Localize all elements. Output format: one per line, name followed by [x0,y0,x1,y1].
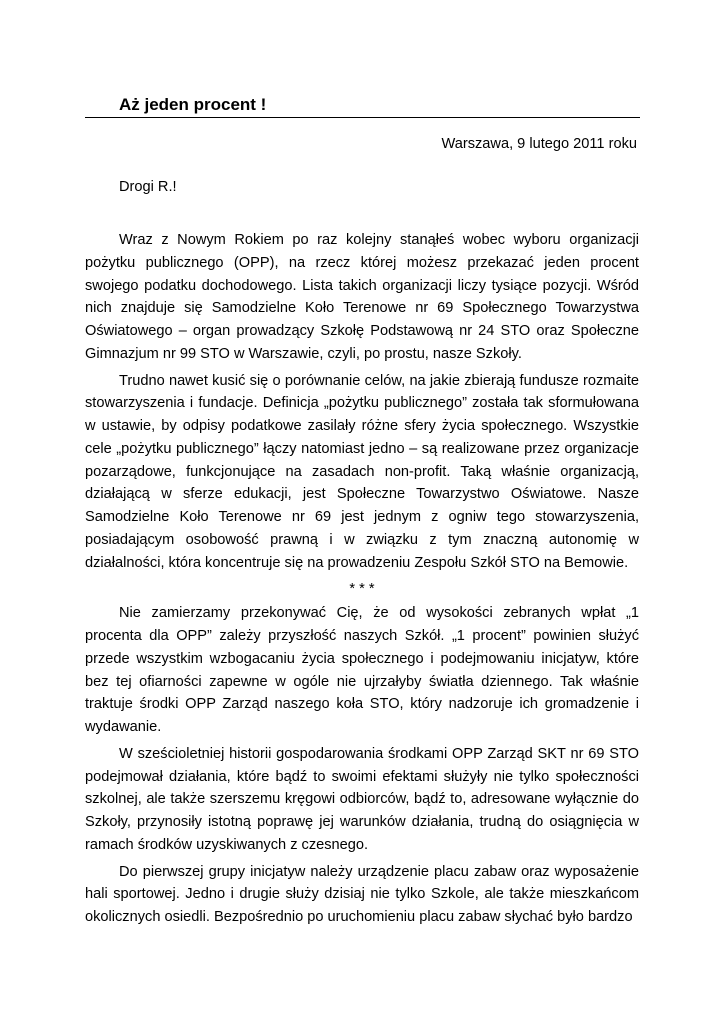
letter-body [85,229,639,933]
body-paragraph: W sześcioletniej historii gospodarowania środkami OPP Zarząd SKT nr 69 STO podejmował działania, które bądź to swoimi efektami służyły nie tylko społeczności szkolnej, ale także szerszemu kręgowi odbiorców, bądź to, adresowane wyłącznie do Szkoły, przynosiły istotną poprawę jej warunków działania, trudną do osiągnięcia w ramach środków uzyskiwanych z czesnego. [85,745,639,853]
letter-date: Warszawa, 9 lutego 2011 roku [441,136,637,152]
body-paragraph: Wraz z Nowym Rokiem po raz kolejny stanąłeś wobec wyboru organizacji pożytku publicznego (OPP), na rzecz której możesz przekazać jeden procent swojego podatku dochodowego. Lista takich organizacji liczy tysiące pozycji. Wśród nich znajduje się Samodzielne Koło Terenowe nr 69 Społecznego Towarzystwa Oświatowego – organ prowadzący Szkołę Podstawową nr 24 STO oraz Społeczne Gimnazjum nr 99 STO w Warszawie, czyli, po prostu, nasze Szkoły. [85,232,639,362]
body-paragraph: Do pierwszej grupy inicjatyw należy urządzenie placu zabaw oraz wyposażenie hali sportowej. Jedno i drugie służy dzisiaj nie tylko Szkole, ale także mieszkańcom okolicznych osiedli. Bezpośrednio po uruchomieniu placu zabaw słychać było bardzo [85,863,639,925]
body-paragraph: Trudno nawet kusić się o porównanie celów, na jakie zbierają fundusze rozmaite stowarzyszenia i fundacje. Definicja „pożytku publicznego” została tak sformułowana w ustawie, by odpisy podatkowe zasilały różne sfery życia społecznego. Wszystkie cele „pożytku publicznego” łączy natomiast jedno – są realizowane przez organizacje pozarządowe, funkcjonujące na zasadach non-profit. Taką właśnie organizacją, działającą w sferze edukacji, jest Społeczne Towarzystwo Oświatowe. Nasze Samodzielne Koło Terenowe nr 69 jest jednym z ogniw tego stowarzyszenia, posiadającym osobowość prawną i w związku z tym znaczną autonomię w działalności, która koncentruje się na prowadzeniu Zespołu Szkół STO na Bemowie. [85,372,639,571]
body-paragraph: Nie zamierzamy przekonywać Cię, że od wysokości zebranych wpłat „1 procenta dla OPP” zależy przyszłość naszych Szkół. „1 procent” powinien służyć przede wszystkim wzbogacaniu życia społecznego i podejmowaniu inicjatyw, które bez tej ofiarności zapewne w ogóle nie ujrzałyby światła dziennego. Tak właśnie traktuje środki OPP Zarząd naszego koła STO, który nadzoruje ich gromadzenie i wydawanie. [85,605,639,735]
section-separator: * * * [349,581,375,598]
letter-greeting: Drogi R.! [119,179,177,195]
letter-title: Aż jeden procent ! [119,95,267,114]
title-underline-divider [85,117,640,118]
